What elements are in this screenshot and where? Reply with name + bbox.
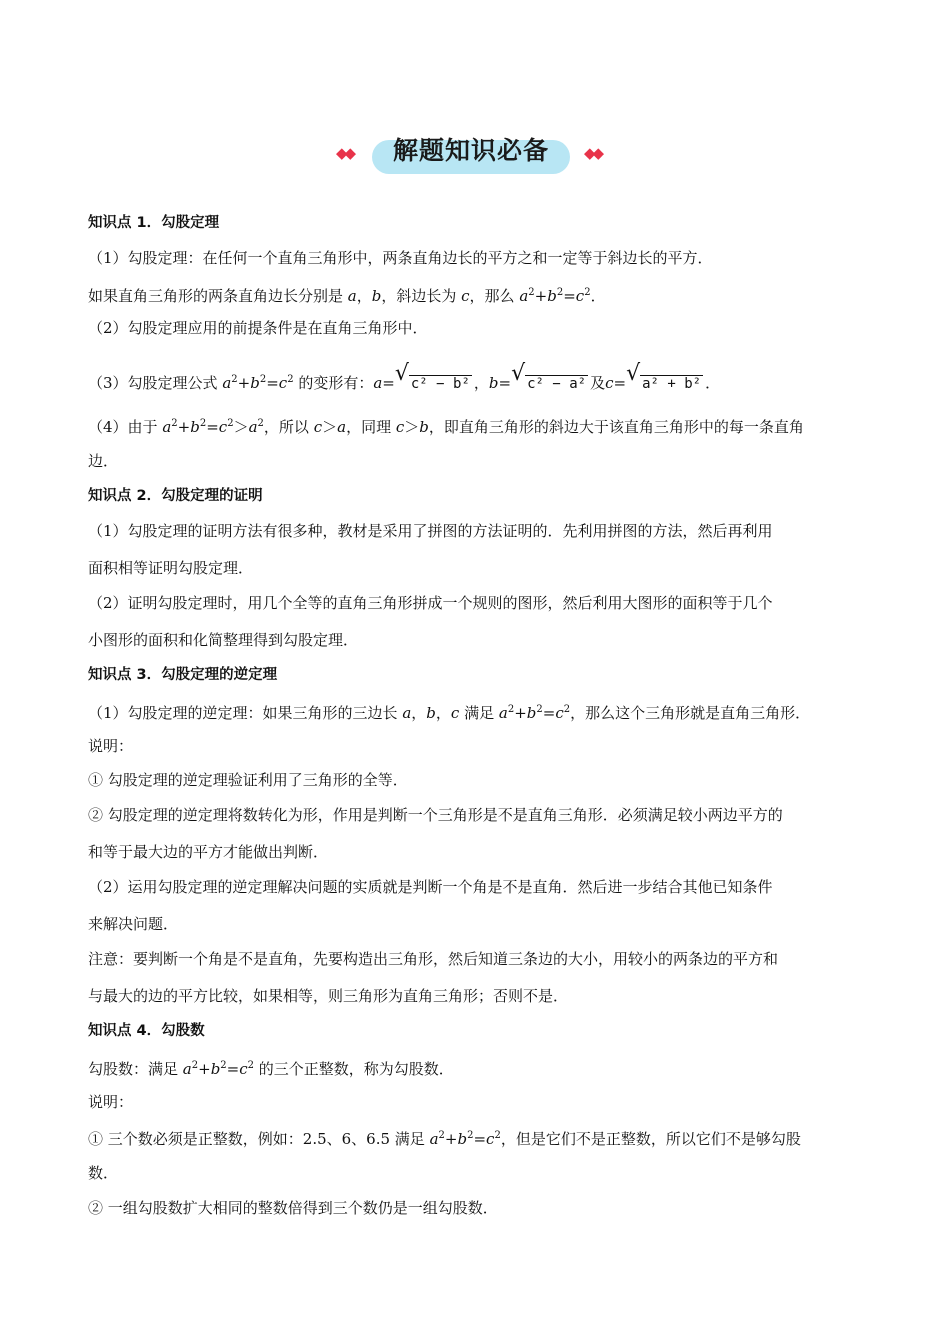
text-line: 来解决问题． (88, 915, 179, 933)
text-line: （2）勾股定理应用的前提条件是在直角三角形中． (88, 319, 428, 337)
sqrt-c2-b2: √ c² − b² (394, 361, 470, 392)
section-banner (330, 132, 620, 176)
sqrt-a2-b2: √ a² + b² (626, 361, 702, 392)
text-line: （1）勾股定理的证明方法有很多种，教材是采用了拼图的方法证明的．先利用拼图的方法，然后再利用 (88, 522, 773, 540)
text-line-formula: （3）勾股定理公式 $a^2+b^2=c^2$ 的变形有：a= √ c² − b² ，b= √ c² − a² 及c= √ a² + b² ． (88, 361, 721, 392)
text-line: （4）由于 $a^2+b^2=c^2>a^2$，所以 c＞a，同理 c＞b，即直角三角形的斜边大于该直角三角形中的每一条直角 (88, 418, 804, 436)
text-line: （2）证明勾股定理时，用几个全等的直角三角形拼成一个规则的图形，然后利用大图形的面积等于几个 (88, 594, 773, 612)
text-line: ① 勾股定理的逆定理验证利用了三角形的全等． (88, 771, 408, 789)
text-line: ② 一组勾股数扩大相同的整数倍得到三个数仍是一组勾股数． (88, 1199, 498, 1217)
heading-2: 知识点 2．勾股定理的证明 (88, 488, 263, 504)
text-line: （1）勾股定理：在任何一个直角三角形中，两条直角边长的平方之和一定等于斜边长的平方． (88, 249, 713, 267)
text-line: （2）运用勾股定理的逆定理解决问题的实质就是判断一个角是不是直角．然后进一步结合其他已知条件 (88, 878, 773, 896)
text-line: 和等于最大边的平方才能做出判断． (88, 843, 329, 861)
text-line: ② 勾股定理的逆定理将数转化为形，作用是判断一个三角形是不是直角三角形．必须满足较小两边平方的 (88, 806, 783, 824)
banner-title: 解题知识必备 (392, 136, 549, 165)
sqrt-c2-a2: √ c² − a² (511, 361, 587, 392)
text-line: 数． (88, 1164, 119, 1182)
text-line: （1）勾股定理的逆定理：如果三角形的三边长 a，b，c 满足 $a^2+b^2=c^2$，那么这个三角形就是直角三角形． (88, 704, 811, 722)
heading-3: 知识点 3．勾股定理的逆定理 (88, 667, 278, 683)
text-line: 勾股数：满足 $a^2+b^2=c^2$ 的三个正整数，称为勾股数． (88, 1060, 454, 1078)
text-line: 注意：要判断一个角是不是直角，先要构造出三角形，然后知道三条边的大小，用较小的两条边的平方和 (88, 950, 779, 968)
text-line: 说明： (88, 737, 134, 755)
text-line: 如果直角三角形的两条直角边长分别是 a，b，斜边长为 c，那么 $a^2+b^2=c^2$． (88, 287, 606, 305)
diamond-left-icon: ◆◆ (336, 144, 354, 162)
text-line: 边． (88, 452, 119, 470)
text-line: ① 三个数必须是正整数，例如：2.5、6、6.5 满足 $a^2+b^2=c^2$，但是它们不是正整数，所以它们不是够勾股 (88, 1130, 801, 1148)
text-line: 面积相等证明勾股定理． (88, 559, 254, 577)
heading-1: 知识点 1．勾股定理 (88, 215, 220, 231)
text-line: 与最大的边的平方比较，如果相等，则三角形为直角三角形；否则不是． (88, 987, 569, 1005)
text-line: 说明： (88, 1093, 134, 1111)
diamond-right-icon: ◆◆ (584, 144, 602, 162)
text-line: 小图形的面积和化简整理得到勾股定理． (88, 631, 359, 649)
heading-4: 知识点 4．勾股数 (88, 1023, 205, 1039)
